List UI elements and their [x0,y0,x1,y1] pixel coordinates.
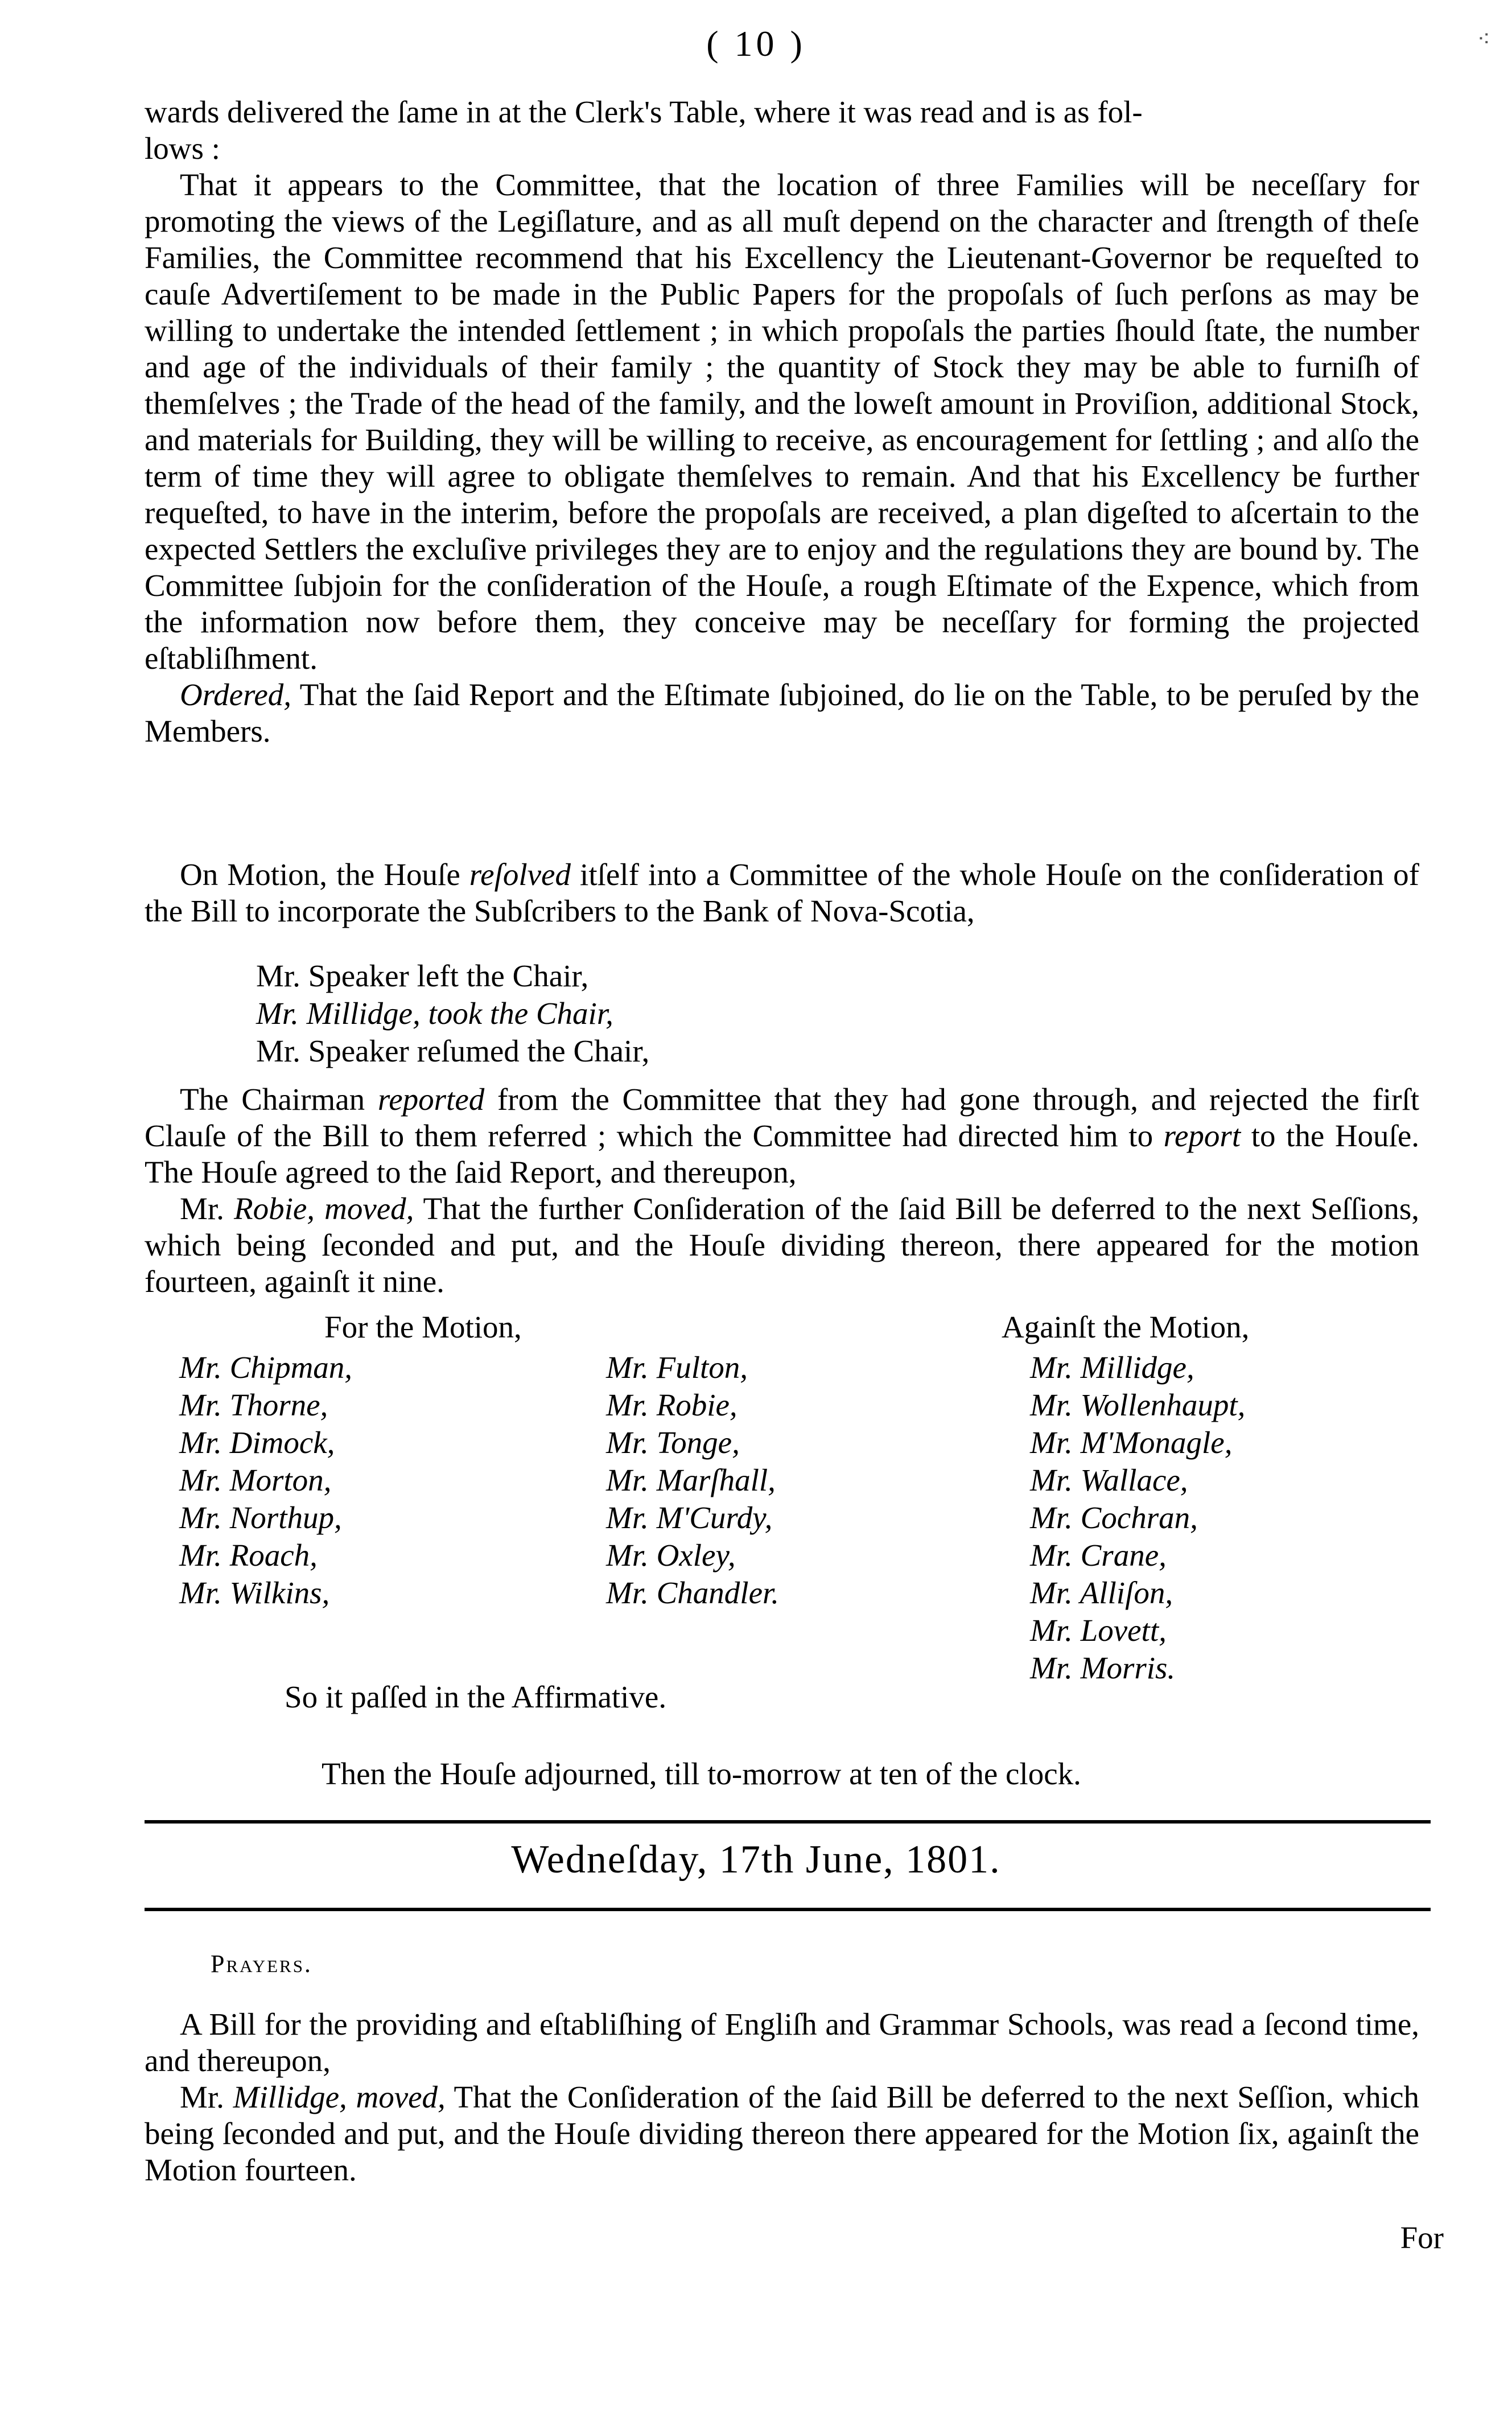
for-list-col1 [179,1349,352,1612]
voter-name: Mr. Alliſon, [1030,1575,1173,1610]
corner-smudge: ⁖ [1477,26,1490,52]
motion-text-end: itſelf into a Committee of the whole Houſe on the conſideration of the Bill to incorporate the Subſcribers to the Bank of Nova-Scotia, [145,857,1419,928]
catchword: For [1400,2220,1444,2255]
voter-name: Mr. Lovett, [1030,1613,1167,1648]
motion-text-start: On Motion, the Houſe [180,857,469,892]
millidge-mr: Mr. [180,2080,233,2114]
robie-moved: Robie, moved, [234,1191,414,1226]
chairman-text-c: to the Houſe. The Houſe agreed to the ſaid Report, and thereupon, [145,1118,1419,1189]
prayers-heading: Prayers. [211,1950,312,1978]
millidge-chair-line: Mr. Millidge, took the Chair, [256,996,613,1031]
robie-mr: Mr. [180,1191,234,1226]
reported-word: reported [377,1082,485,1117]
committee-report-paragraph: That it appears to the Committee, that the location of three Families will be neceſſary for promoting the views of the Legiſlature, and as all muſt depend on the character and ſtrength of theſe Families, the Committee recommend that his Excellency the Lieutenant-Governor be requeſted to cauſe Advertiſement to be made in the Public Papers for the propoſals of ſuch perſons as may be willing to undertake the intended ſettlement ; in which propoſals the parties ſhould ſtate, the number and age of the individuals of their family ; the quantity of Stock they may be able to furniſh of themſelves ; the Trade of the head of the family, and the loweſt amount in Proviſion, additional Stock, and materials for Building, they will be willing to receive, as encouragement for ſettling ; and alſo the term of time they will agree to obligate themſelves to remain. And that his Excellency be further requeſted, to have in the interim, before the propoſals are received, a plan digeſted to aſcertain to the expected Settlers the excluſive privileges they are to enjoy and the regulations they are bound by. The Committee ſubjoin for the conſideration of the Houſe, a rough Eſtimate of the Expence, which from the information now before them, they conceive may be neceſſary for forming the projected eſtabliſhment. [145,167,1419,676]
bottom-rule [145,1908,1431,1911]
top-rule [145,1820,1431,1824]
voter-name: Mr. Dimock, [179,1425,335,1460]
voter-name: Mr. Morton, [179,1463,332,1497]
voter-name: Mr. Robie, [606,1388,738,1422]
chairman-report-paragraph [145,1081,1419,1300]
voter-name: Mr. Northup, [179,1500,342,1535]
voter-name: Mr. Crane, [1030,1538,1167,1573]
chair-lines [256,957,649,1070]
adjourned-line: Then the Houſe adjourned, till to-morrow at ten of the clock. [322,1756,1081,1791]
voter-name: Mr. Fulton, [606,1350,748,1385]
date-heading: Wedneſday, 17th June, 1801. [511,1838,1001,1882]
opening-line-end: lows : [145,131,220,166]
schools-bill-paragraph [145,2006,1419,2188]
voter-name: Mr. Thorne, [179,1388,328,1422]
chairman-text-a: The Chairman [180,1082,378,1117]
schools-bill-text: A Bill for the providing and eſtabliſhing of Engliſh and Grammar Schools, was read a ſecond time, and thereupon, [145,2007,1419,2078]
robie-motion-text: That the further Conſideration of the ſaid Bill be deferred to the next Seſſions, which being ſeconded and put, and the Houſe dividing thereon, there appeared for the motion fourteen, againſt it nine. [145,1191,1419,1299]
voter-name: Mr. Marſhall, [606,1463,776,1497]
ordered-text: That the ſaid Report and the Eſtimate ſubjoined, do lie on the Table, to be peruſed by the Members. [145,677,1419,748]
page-number: ( 10 ) [706,23,806,64]
speaker-left-line: Mr. Speaker left the Chair, [256,958,589,993]
voter-name: Mr. Cochran, [1030,1500,1198,1535]
voter-name: Mr. Morris. [1030,1650,1176,1685]
millidge-moved: Millidge, moved, [233,2080,446,2114]
voter-name: Mr. Chandler. [606,1575,780,1610]
millidge-motion-text: That the Conſideration of the ſaid Bill be deferred to the next Seſſion, which being ſeconded and put, and the Houſe dividing thereon there appeared for the Motion ſix, againſt the Motion fourteen. [145,2080,1419,2187]
report-word: report [1163,1118,1241,1153]
speaker-resumed-line: Mr. Speaker reſumed the Chair, [256,1034,650,1068]
for-list-col2 [606,1349,779,1612]
ordered-paragraph [145,677,1419,750]
voter-name: Mr. Wollenhaupt, [1030,1388,1246,1422]
chairman-text-b: from the Committee that they had gone through, and rejected the firſt Clauſe of the Bill to them referred ; which the Committee had directed him to [145,1082,1419,1153]
voter-name: Mr. Wallace, [1030,1463,1188,1497]
voter-name: Mr. Tonge, [606,1425,740,1460]
motion-paragraph [145,857,1419,929]
against-list [1030,1349,1245,1687]
voter-name: Mr. Millidge, [1030,1350,1194,1385]
opening-line: wards delivered the ſame in at the Clerk's Table, where it was read and is as fol- [145,94,1143,129]
against-motion-heading: Againſt the Motion, [1002,1310,1250,1344]
for-motion-heading: For the Motion, [324,1310,522,1344]
voter-name: Mr. M'Monagle, [1030,1425,1233,1460]
affirmative-line: So it paſſed in the Affirmative. [285,1680,667,1714]
voter-name: Mr. M'Curdy, [606,1500,773,1535]
voter-name: Mr. Oxley, [606,1538,736,1573]
resolved-word: reſolved [469,857,571,892]
report-block [145,94,1419,750]
voter-name: Mr. Wilkins, [179,1575,330,1610]
voter-name: Mr. Roach, [179,1538,318,1573]
ordered-word: Ordered, [180,677,292,712]
voter-name: Mr. Chipman, [179,1350,353,1385]
